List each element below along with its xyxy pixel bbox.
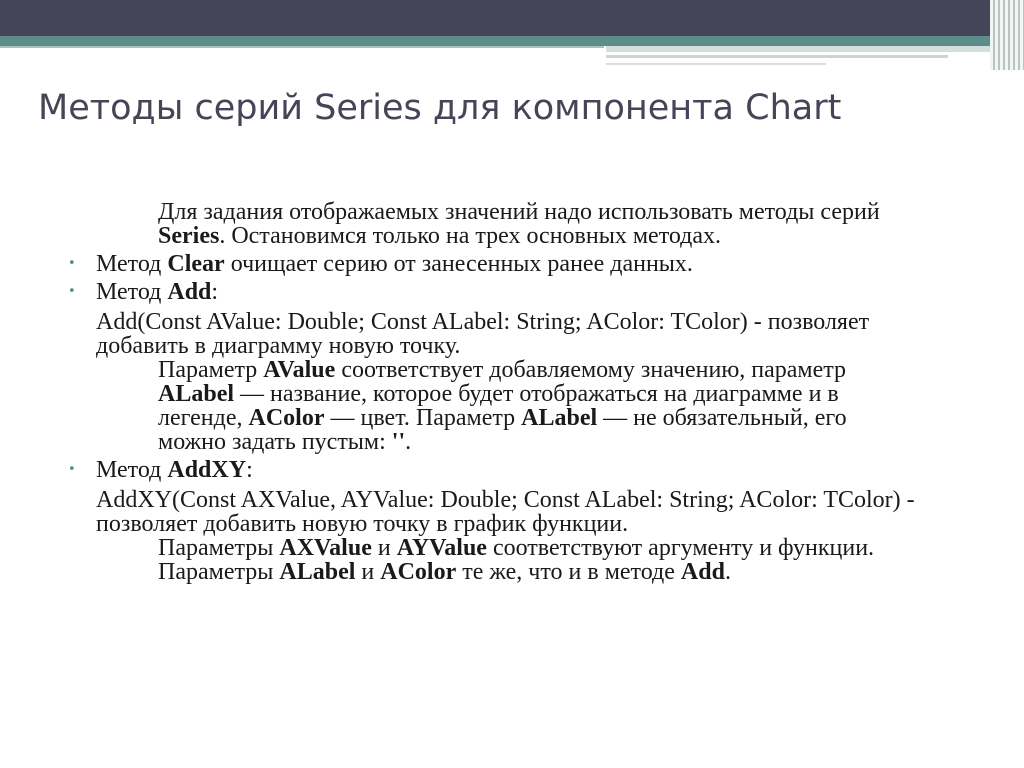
- text-run: :: [246, 457, 253, 483]
- addxy-signature: AddXY(Const AXValue, AYValue: Double; Const ALabel: String; AColor: TColor) - позволяет добавить новую точку в график функции.: [96, 487, 915, 537]
- keyword: Add: [680, 559, 725, 585]
- add-description: [96, 358, 916, 454]
- keyword: AddXY: [167, 457, 247, 483]
- keyword: AColor: [248, 405, 325, 431]
- list-item-addxy: [68, 457, 916, 483]
- keyword: AYValue: [396, 535, 487, 561]
- text-run: . Остановимся только на трех основных методах.: [219, 223, 722, 249]
- header-accent-line: [606, 63, 826, 65]
- text-run: Параметры: [158, 535, 280, 561]
- text-run: Параметр: [158, 357, 264, 383]
- slide-body: [68, 199, 916, 585]
- text-run: соответствует добавляемому значению, параметр: [335, 357, 847, 383]
- text-run: Метод: [96, 251, 168, 277]
- addxy-params-note: [96, 560, 916, 584]
- header-accent-line: [0, 46, 604, 48]
- keyword: AValue: [263, 357, 336, 383]
- text-run: соответствуют аргументу и функции.: [486, 535, 875, 561]
- text-run: и: [371, 535, 397, 561]
- addxy-description: [96, 536, 916, 560]
- header-stripes: [990, 0, 1024, 70]
- text-run: :: [211, 279, 219, 305]
- slide-title: Методы серий Series для компонента Chart: [38, 88, 842, 128]
- text-run: — цвет. Параметр: [324, 405, 522, 431]
- text-run: Метод: [96, 279, 168, 305]
- keyword: ALabel: [279, 559, 356, 585]
- header-accent-bar: [606, 46, 1002, 52]
- keyword: Clear: [167, 251, 225, 277]
- text-run: Параметры: [158, 559, 280, 585]
- text-run: и: [355, 559, 381, 585]
- text-run: — не обязательный, его можно задать пустым:: [158, 405, 847, 455]
- text-run: .: [405, 429, 412, 455]
- text-run: .: [724, 559, 731, 585]
- keyword: ALabel: [158, 381, 235, 407]
- header-accent-line: [606, 55, 948, 58]
- keyword: Series: [158, 223, 220, 249]
- add-signature: Add(Const AValue: Double; Const ALabel: String; AColor: TColor) - позволяет добавить в диаграмму новую точку.: [96, 309, 870, 359]
- keyword: ALabel: [521, 405, 598, 431]
- text-run: Метод: [96, 457, 168, 483]
- text-run: — название, которое будет отображаться на диаграмме и в легенде,: [158, 381, 839, 431]
- bullet-icon: •: [68, 284, 76, 299]
- bullet-icon: •: [68, 256, 76, 271]
- bullet-icon: •: [68, 462, 76, 477]
- text-run: те же, что и в методе: [456, 559, 681, 585]
- list-item-clear: [68, 251, 916, 277]
- keyword: AXValue: [279, 535, 372, 561]
- header-teal-band: [0, 36, 1024, 46]
- text-run: Для задания отображаемых значений надо использовать методы серий: [158, 199, 880, 225]
- keyword: '': [391, 429, 406, 455]
- header-dark-band: [0, 0, 1024, 36]
- keyword: Add: [167, 279, 212, 305]
- list-item-add: [68, 279, 916, 305]
- keyword: AColor: [380, 559, 457, 585]
- intro-paragraph: [96, 200, 916, 248]
- text-run: очищает серию от занесенных ранее данных.: [224, 251, 693, 277]
